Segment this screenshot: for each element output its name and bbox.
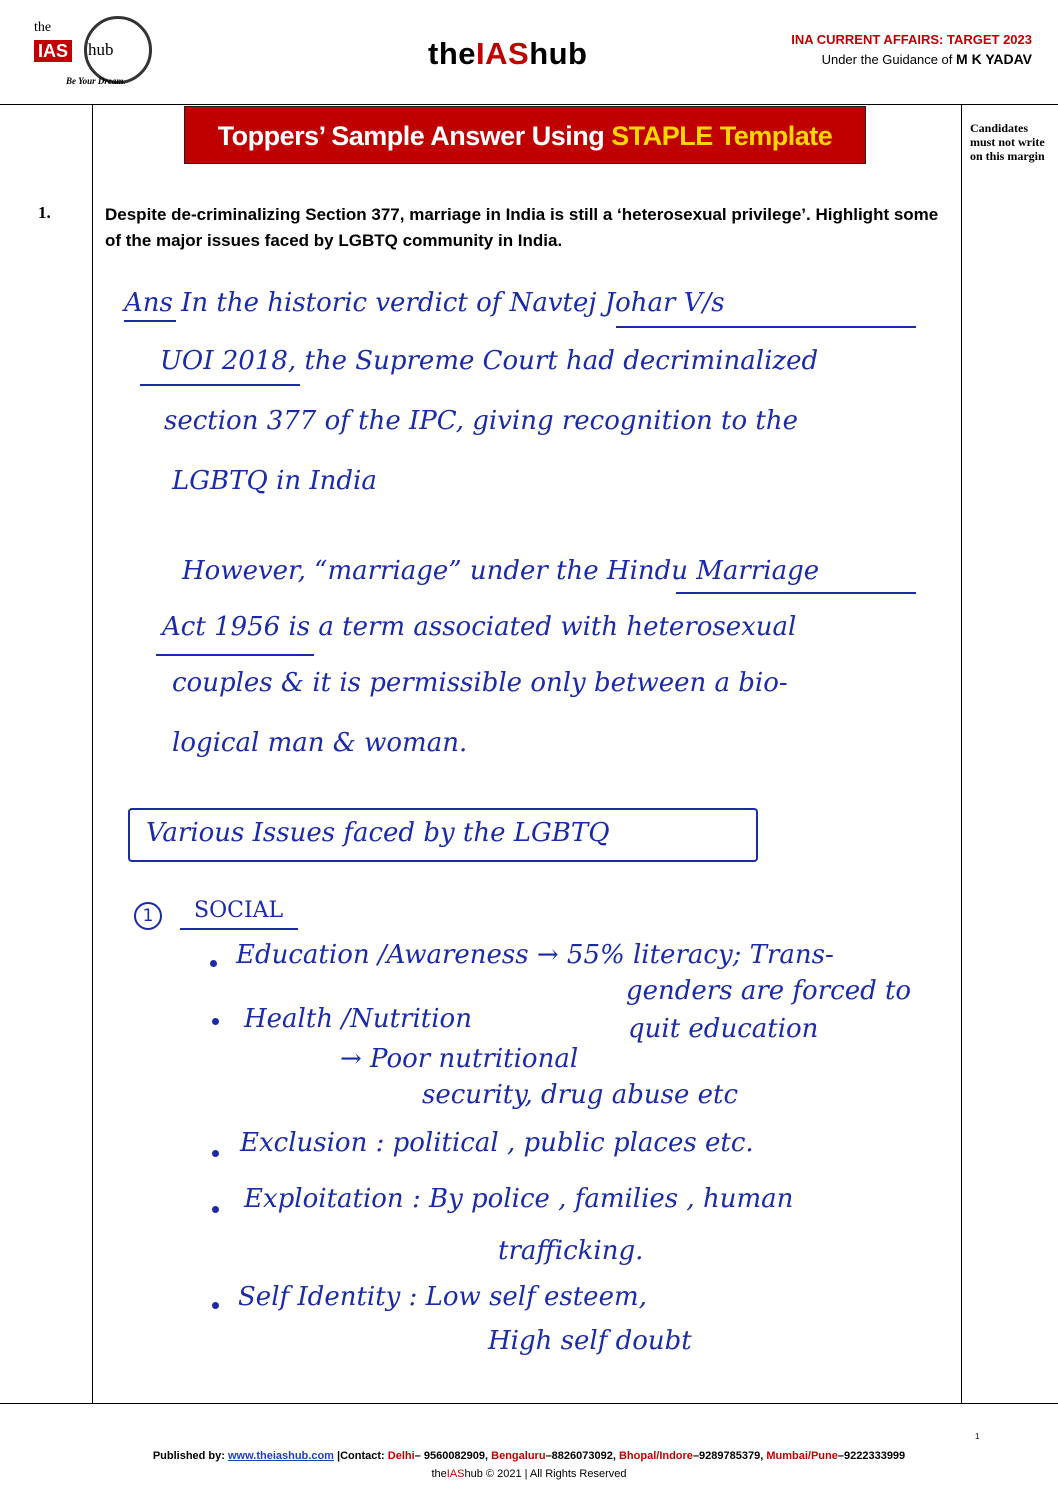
answer-line: logical man & woman. xyxy=(172,728,468,758)
bullet xyxy=(212,1150,219,1157)
bullet-line: security, drug abuse etc xyxy=(422,1080,738,1110)
bullet-line: genders are forced to xyxy=(626,976,912,1006)
city-bengaluru: Bengaluru xyxy=(491,1450,546,1462)
bullet-line: Exclusion : political , public places etc. xyxy=(240,1128,754,1158)
guidance-prefix: Under the Guidance of xyxy=(821,52,953,67)
footer-contact xyxy=(0,1450,1058,1462)
logo-tagline: Be Your Dream. xyxy=(66,76,126,86)
bullet-line: trafficking. xyxy=(498,1236,644,1266)
section-title: SOCIAL xyxy=(194,898,284,923)
copy-highlight: IAS xyxy=(446,1468,465,1480)
answer-line: UOI 2018, the Supreme Court had decriminalized xyxy=(160,346,819,376)
answer-line: LGBTQ in India xyxy=(172,466,377,496)
underline xyxy=(156,654,314,656)
answer-line: couples & it is permissible only between a bio- xyxy=(172,668,788,698)
phone-bengaluru: –8826073092, xyxy=(545,1450,616,1462)
bullet xyxy=(212,1018,219,1025)
city-delhi: Delhi xyxy=(387,1450,415,1462)
underline xyxy=(140,384,300,386)
bullet xyxy=(212,1206,219,1213)
logo-hub: hub xyxy=(88,40,114,59)
logo-the: the xyxy=(34,20,52,35)
bullet-line: Self Identity : Low self esteem, xyxy=(238,1282,647,1312)
bullet-line: Health /Nutrition xyxy=(244,1004,472,1034)
contact-label: |Contact: xyxy=(337,1450,385,1462)
answer-line: Act 1956 is a term associated with heterosexual xyxy=(162,612,797,642)
phone-bhopal: –9289785379, xyxy=(692,1450,764,1462)
logo-ias: IAS xyxy=(34,40,72,62)
underline xyxy=(124,320,176,322)
issues-heading: Various Issues faced by the LGBTQ xyxy=(146,818,610,848)
bullet-line: Exploitation : By police , families , human xyxy=(244,1184,794,1214)
city-mumbai: Mumbai/Pune xyxy=(766,1450,838,1462)
underline xyxy=(180,928,298,930)
bullet-line: → Poor nutritional xyxy=(340,1044,579,1074)
phone-delhi: – 9560082909, xyxy=(414,1450,489,1462)
page-number: 1 xyxy=(975,1432,980,1441)
question-text: Despite de-criminalizing Section 377, marriage in India is still a ‘heterosexual privilege’. Highlight some of the major issues faced by LGBTQ community in India. xyxy=(105,205,939,250)
city-bhopal: Bhopal/Indore xyxy=(618,1450,693,1462)
banner-highlight: STAPLE Template xyxy=(611,121,833,151)
section-number: 1 xyxy=(134,902,162,930)
phone-mumbai: –9222333999 xyxy=(837,1450,906,1462)
brand-highlight: IAS xyxy=(476,36,530,71)
answer-line: However, “marriage” under the Hindu Marriage xyxy=(182,556,820,586)
bullet-line: High self doubt xyxy=(488,1326,692,1356)
published-label: Published by: xyxy=(152,1450,225,1462)
copy-prefix: the xyxy=(431,1468,447,1480)
banner-text: Toppers’ Sample Answer Using xyxy=(217,121,612,151)
brand-suffix: hub xyxy=(529,36,588,71)
question-number: 1. xyxy=(38,203,51,222)
bullet-line: Education /Awareness → 55% literacy; Trans- xyxy=(236,940,834,970)
guidance-name: M K YADAV xyxy=(956,51,1032,67)
answer-line: Ans In the historic verdict of Navtej Johar V/s xyxy=(124,288,725,318)
margin-note: Candidates must not write on this margin xyxy=(970,121,1045,163)
website-link[interactable]: www.theiashub.com xyxy=(228,1450,334,1462)
footer-copyright xyxy=(0,1468,1058,1480)
answer-line: section 377 of the IPC, giving recognition to the xyxy=(164,406,798,436)
brand-prefix: the xyxy=(428,36,476,71)
bullet xyxy=(210,960,217,967)
bullet xyxy=(212,1302,219,1309)
underline xyxy=(616,326,916,328)
copy-suffix: hub © 2021 | All Rights Reserved xyxy=(464,1468,627,1480)
bullet-line: quit education xyxy=(628,1014,819,1044)
underline xyxy=(676,592,916,594)
target-label: INA CURRENT AFFAIRS: TARGET 2023 xyxy=(791,32,1032,47)
